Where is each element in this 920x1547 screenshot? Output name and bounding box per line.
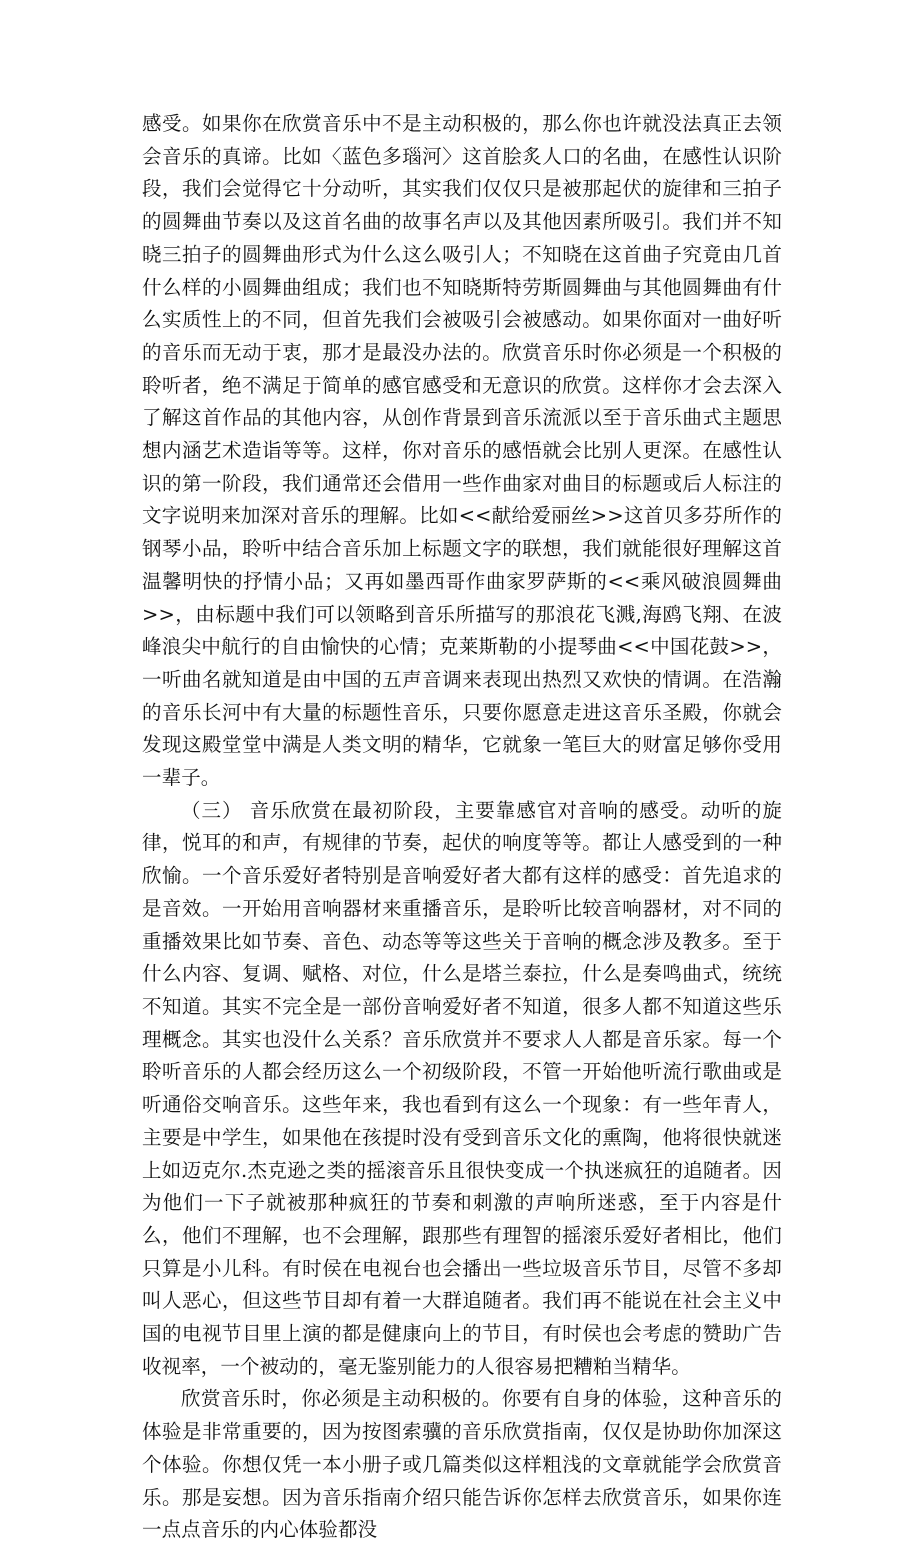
document-page: [142, 108, 782, 1547]
paragraph-active-listening: 欣赏音乐时，你必须是主动积极的。你要有自身的体验，这种音乐的体验是非常重要的，因为按图索骥的音乐欣赏指南，仅仅是协助你加深这个体验。你想仅凭一本小册子或几篇类似这样粗浅的文章就能学会欣赏音乐。那是妄想。因为音乐指南介绍只能告诉你怎样去欣赏音乐，如果你连一点点音乐的内心体验都没: [142, 1387, 782, 1542]
paragraph-music-perception-continued: 感受。如果你在欣赏音乐中不是主动积极的，那么你也许就没法真正去领会音乐的真谛。比如〈蓝色多瑙河〉这首脍炙人口的名曲，在感性认识阶段，我们会觉得它十分动听，其实我们仅仅只是被那起伏的旋律和三拍子的圆舞曲节奏以及这首名曲的故事名声以及其他因素所吸引。我们并不知晓三拍子的圆舞曲形式为什么这么吸引人；不知晓在这首曲子究竟由几首什么样的小圆舞曲组成；我们也不知晓斯特劳斯圆舞曲与其他圆舞曲有什么实质性上的不同，但首先我们会被吸引会被感动。如果你面对一曲好听的音乐而无动于衷，那才是最没办法的。欣赏音乐时你必须是一个积极的聆听者，绝不满足于简单的感官感受和无意识的欣赏。这样你才会去深入了解这首作品的其他内容，从创作背景到音乐流派以至于音乐曲式主题思想内涵艺术造诣等等。这样，你对音乐的感悟就会比别人更深。在感性认识的第一阶段，我们通常还会借用一些作曲家对曲目的标题或后人标注的文字说明来加深对音乐的理解。比如<<献给爱丽丝>>这首贝多芬所作的钢琴小品，聆听中结合音乐加上标题文字的联想，我们就能很好理解这首温馨明快的抒情小品；又再如墨西哥作曲家罗萨斯的<<乘风破浪圆舞曲>>，由标题中我们可以领略到音乐所描写的那浪花飞溅,海鸥飞翔、在波峰浪尖中航行的自由愉快的心情；克莱斯勒的小提琴曲<<中国花鼓>>，一听曲名就知道是由中国的五声音调来表现出热烈又欢快的情调。在浩瀚的音乐长河中有大量的标题性音乐，只要你愿意走进这音乐圣殿，你就会发现这殿堂堂中满是人类文明的精华，它就象一笔巨大的财富足够你受用一辈子。: [142, 112, 782, 790]
paragraph-section-three: （三） 音乐欣赏在最初阶段，主要靠感官对音响的感受。动听的旋律，悦耳的和声，有规律的节奏，起伏的响度等等。都让人感受到的一种欣愉。一个音乐爱好者特别是音响爱好者大都有这样的感受：首先追求的是音效。一开始用音响器材来重播音乐，是聆听比较音响器材，对不同的重播效果比如节奏、音色、动态等等这些关于音响的概念涉及教多。至于什么内容、复调、赋格、对位，什么是塔兰泰拉，什么是奏鸣曲式，统统不知道。其实不完全是一部份音响爱好者不知道，很多人都不知道这些乐理概念。其实也没什么关系？音乐欣赏并不要求人人都是音乐家。每一个聆听音乐的人都会经历这么一个初级阶段，不管一开始他听流行歌曲或是听通俗交响音乐。这些年来，我也看到有这么一个现象：有一些年青人，主要是中学生，如果他在孩提时没有受到音乐文化的熏陶，他将很快就迷上如迈克尔.杰克逊之类的摇滚音乐且很快变成一个执迷疯狂的追随者。因为他们一下子就被那种疯狂的节奏和刺激的声响所迷惑，至于内容是什么，他们不理解，也不会理解，跟那些有理智的摇滚乐爱好者相比，他们只算是小儿科。有时侯在电视台也会播出一些垃圾音乐节目，尽管不多却叫人恶心，但这些节目却有着一大群追随者。我们再不能说在社会主义中国的电视节目里上演的都是健康向上的节目，有时侯也会考虑的赞助广告收视率，一个被动的，毫无鉴别能力的人很容易把糟粕当精华。: [142, 798, 782, 1378]
